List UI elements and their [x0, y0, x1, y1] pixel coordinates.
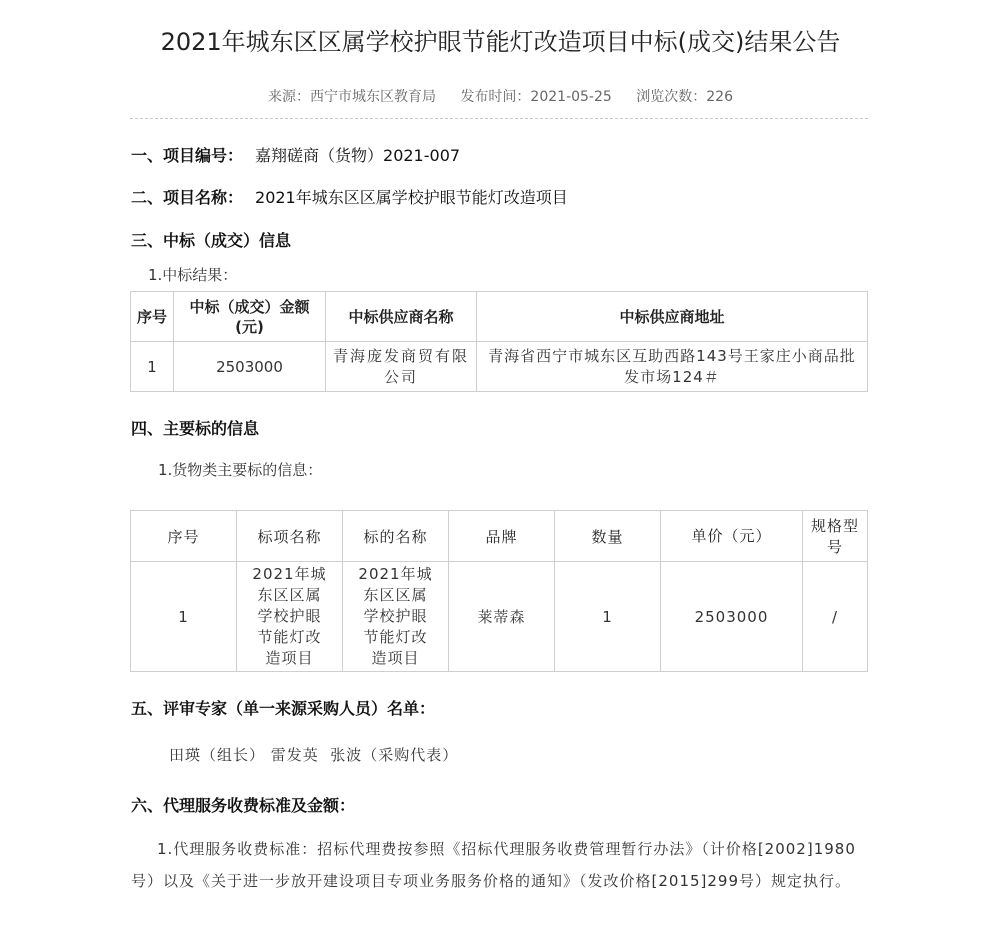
table-header-row	[131, 292, 868, 342]
col-header: 中标供应商名称	[326, 292, 477, 342]
section-fee-heading: 六、代理服务收费标准及金额：	[131, 796, 356, 815]
project-number-value: 嘉翔磋商（货物）2021-007	[255, 146, 461, 165]
col-header: 标的名称	[343, 511, 449, 562]
section-experts-heading: 五、评审专家（单一来源采购人员）名单：	[131, 699, 436, 718]
header-divider	[130, 118, 868, 119]
project-name-value: 2021年城东区区属学校护眼节能灯改造项目	[255, 188, 568, 207]
section-award-heading: 三、中标（成交）信息	[131, 231, 292, 250]
section-project-number	[131, 143, 460, 166]
table-cell: /	[803, 562, 868, 672]
col-header: 序号	[131, 511, 237, 562]
col-header: 中标（成交）金额(元)	[174, 292, 326, 342]
section-heading: 一、项目编号：	[131, 146, 244, 165]
table-header-row	[131, 511, 868, 562]
subject-table	[130, 510, 868, 672]
table-cell: 1	[131, 342, 174, 392]
view-count: 浏览次数：226	[636, 89, 733, 105]
table-row	[131, 562, 868, 672]
table-cell: 莱蒂森	[449, 562, 555, 672]
section-heading: 二、项目名称：	[131, 188, 244, 207]
expert-names: 田瑛（组长） 雷发英 张波（采购代表）	[169, 746, 459, 764]
table-cell: 1	[555, 562, 661, 672]
col-header: 品牌	[449, 511, 555, 562]
page-title: 2021年城东区区属学校护眼节能灯改造项目中标(成交)结果公告	[160, 28, 841, 56]
award-table	[130, 291, 868, 392]
col-header: 规格型号	[803, 511, 868, 562]
table-cell: 2503000	[661, 562, 803, 672]
table-cell: 2021年城东区区属学校护眼节能灯改造项目	[237, 562, 343, 672]
col-header: 数量	[555, 511, 661, 562]
col-header: 单价（元）	[661, 511, 803, 562]
section-subject-heading: 四、主要标的信息	[131, 419, 260, 438]
goods-info-label: 1.货物类主要标的信息：	[158, 461, 323, 479]
col-header: 标项名称	[237, 511, 343, 562]
col-header: 中标供应商地址	[477, 292, 868, 342]
award-result-label: 1.中标结果：	[148, 266, 238, 284]
table-cell: 2503000	[174, 342, 326, 392]
table-cell: 1	[131, 562, 237, 672]
section-project-name	[131, 185, 568, 208]
fee-paragraph: 1.代理服务收费标准：招标代理费按参照《招标代理服务收费管理暂行办法》（计价格[2002]1980号）以及《关于进一步放开建设项目专项业务服务价格的通知》（发改价格[2015]299号）规定执行。	[131, 840, 856, 890]
publish-time: 发布时间：2021-05-25	[460, 89, 612, 105]
col-header: 序号	[131, 292, 174, 342]
article-meta	[0, 86, 1001, 106]
table-row	[131, 342, 868, 392]
table-cell: 青海省西宁市城东区互助西路143号王家庄小商品批发市场124＃	[477, 342, 868, 392]
source-label: 来源：西宁市城东区教育局	[267, 89, 436, 105]
table-cell: 青海庞发商贸有限公司	[326, 342, 477, 392]
table-cell: 2021年城东区区属学校护眼节能灯改造项目	[343, 562, 449, 672]
